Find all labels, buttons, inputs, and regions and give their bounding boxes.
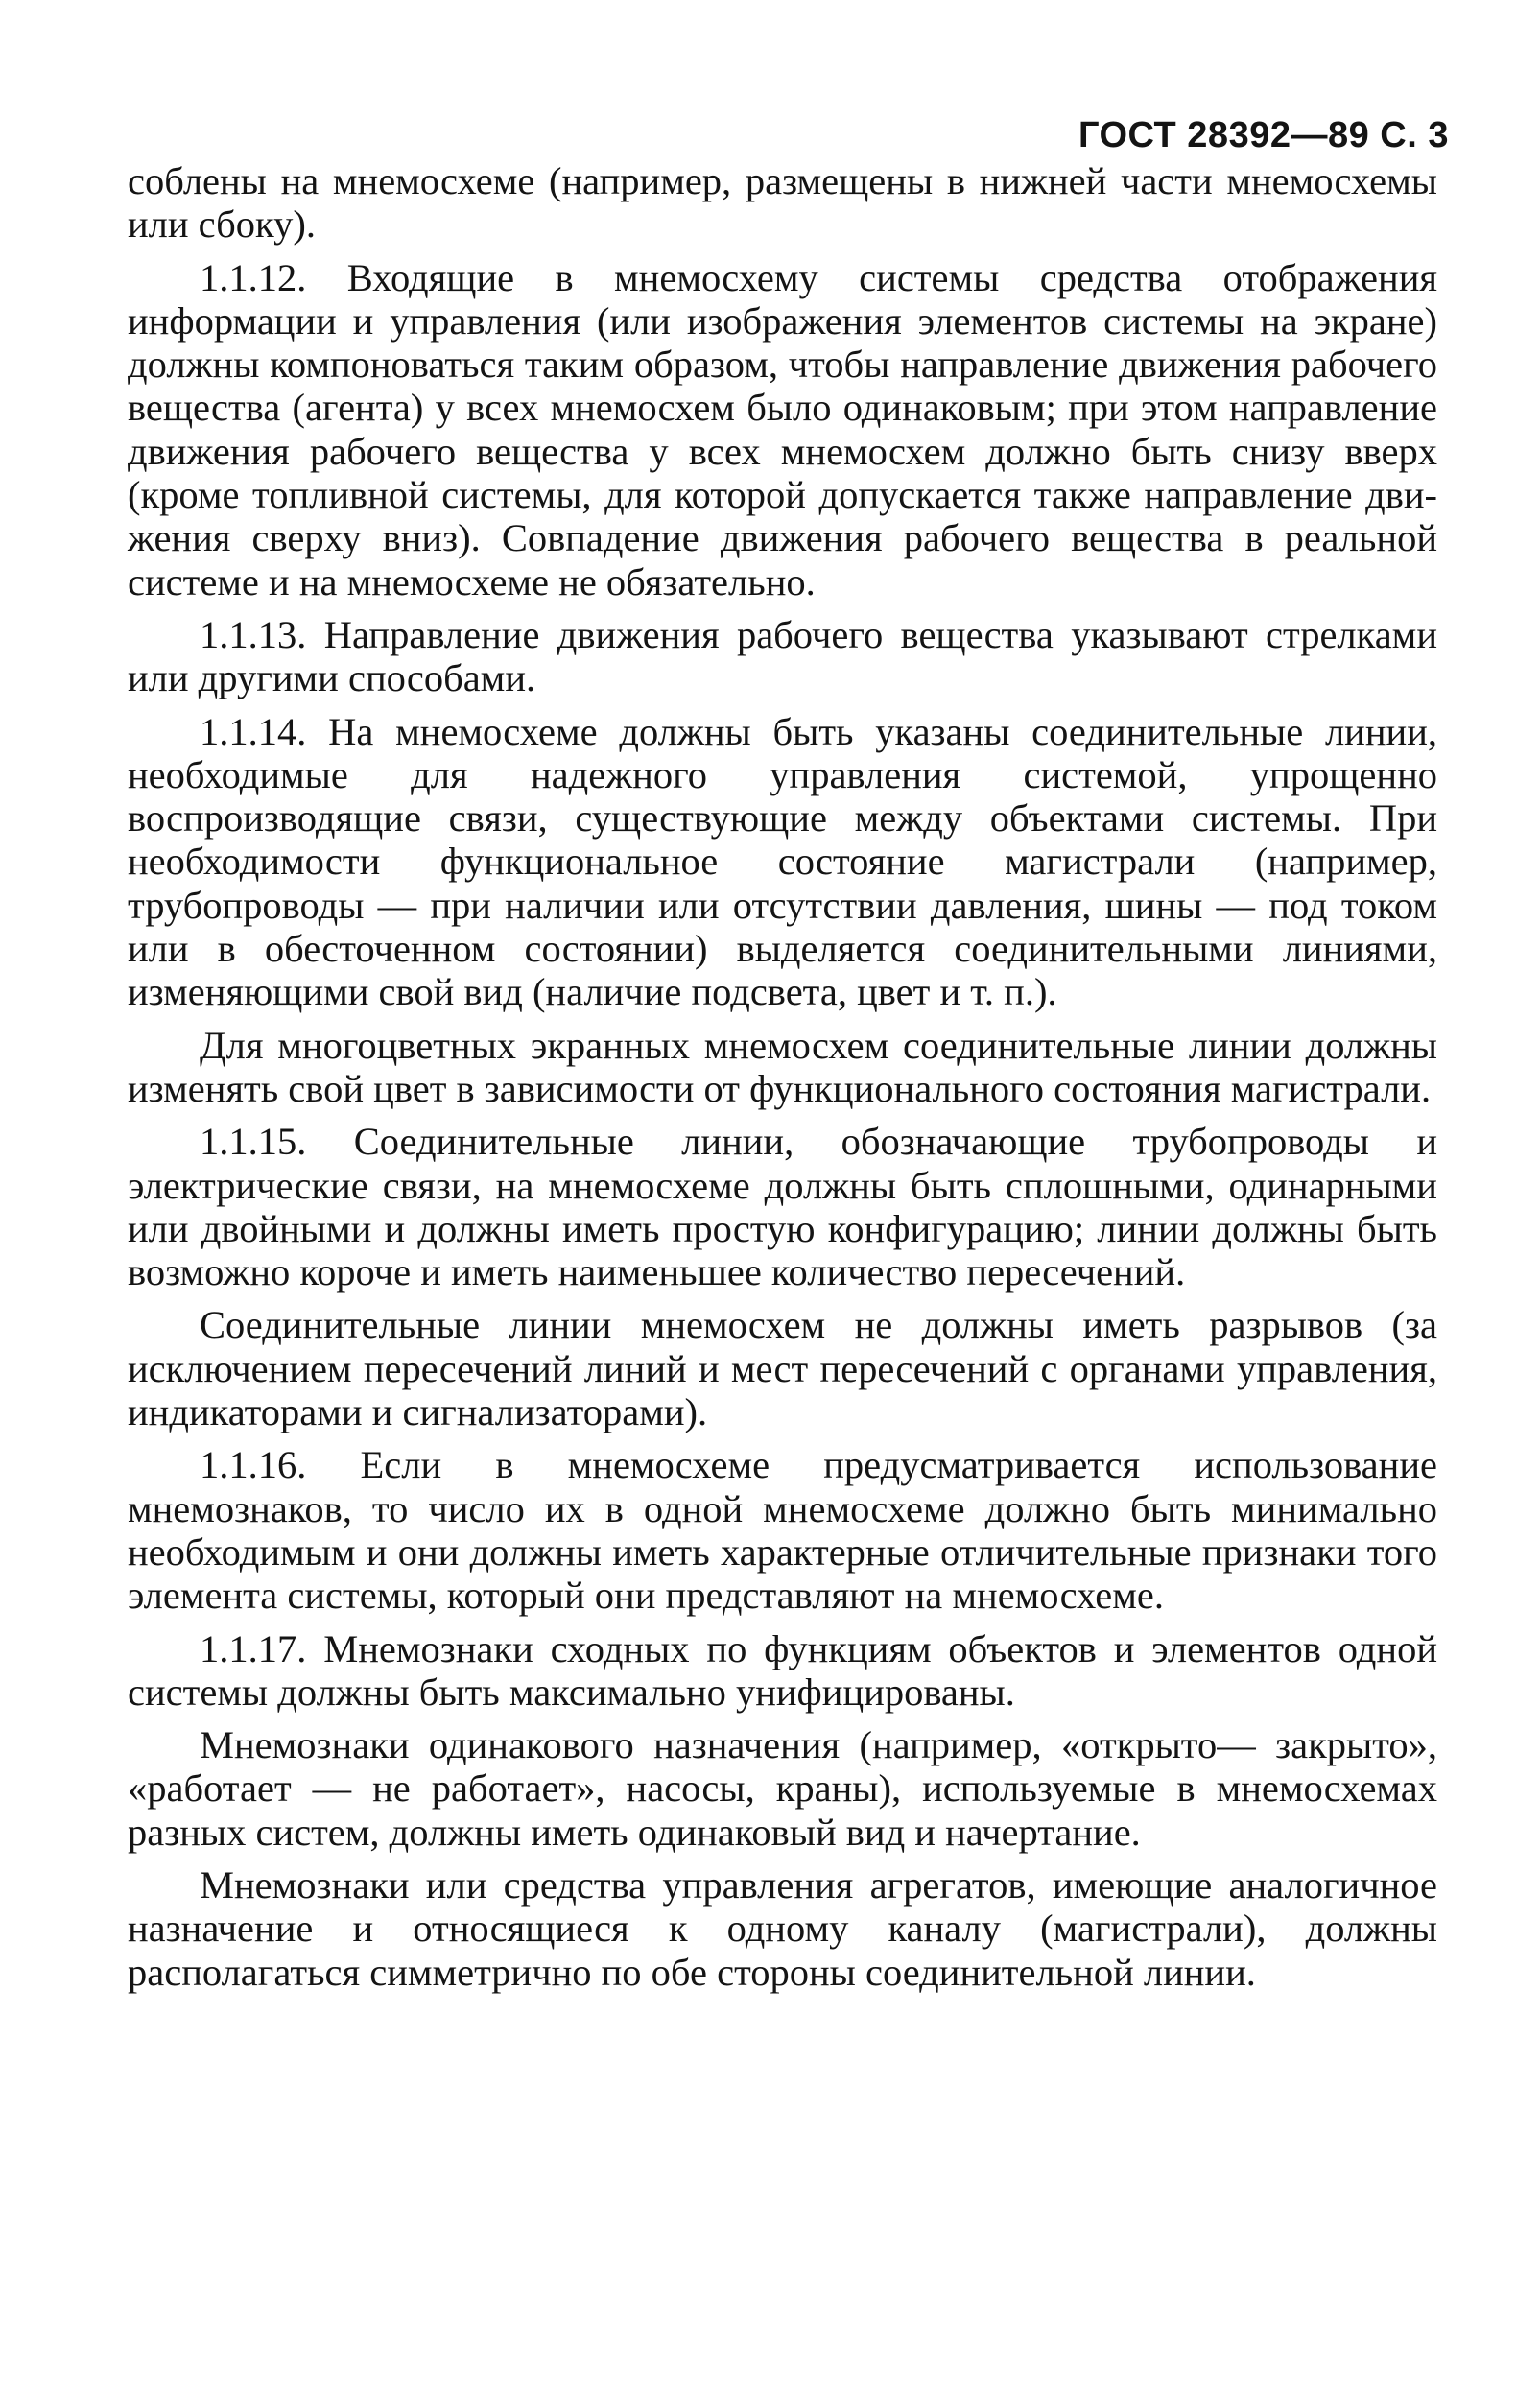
paragraph-1-1-16: 1.1.16. Если в мнемосхеме предусматривается использование мнемознаков, то число их в одной мнемосхеме должно быть минимально необходимым и они должны иметь характерные отличительные признаки того элемента системы, который они представляют на мнемосхеме. — [128, 1443, 1437, 1618]
paragraph-no-breaks: Соединительные линии мнемосхем не должны иметь разрывов (за исключением пересечений линий и мест пересечений с органами управления, индикаторами и сигнализаторами). — [128, 1303, 1437, 1434]
paragraph-multicolor-lines: Для многоцветных экранных мнемосхем соединительные линии должны изменять свой цвет в зависимости от функционального состояния магистрали. — [128, 1023, 1437, 1110]
text-body — [128, 159, 1437, 1994]
paragraph-symmetric-placement: Мнемознаки или средства управления агрегатов, имеющие аналогичное назначение и относящиеся к одному каналу (магистрали), должны располагаться симметрично по обе стороны соединительной линии. — [128, 1862, 1437, 1994]
paragraph-1-1-13: 1.1.13. Направление движения рабочего вещества указывают стрелками или другими способами. — [128, 612, 1437, 700]
paragraph-1-1-15: 1.1.15. Соединительные линии, обозначающие трубопроводы и электрические связи, на мнемосхеме должны быть сплошными, одинарными или двойными и должны иметь простую конфигурацию; линии должны быть возможно короче и иметь наименьшее количество пересечений. — [128, 1120, 1437, 1294]
paragraph-1-1-12: 1.1.12. Входящие в мнемосхему системы средства отображения информации и управления (или изображения элементов системы на экране) должны компоноваться таким образом, чтобы направление движения рабочего вещества (агента) у всех мнемосхем было одинаковым; при этом направление движения рабочего вещества у всех мнемосхем должно быть снизу вверх (кроме топливной системы, для которой допускается также направление движения сверху вниз). Совпадение движения рабочего вещества в реальной системе и на мнемосхеме не обязательно. — [128, 255, 1437, 604]
paragraph-same-purpose-signs: Мнемознаки одинакового назначения (например, «открыто— закрыто», «работает — не работает», насосы, краны), используемые в мнемосхемах разных систем, должны иметь одинаковый вид и начертание. — [128, 1723, 1437, 1854]
paragraph-continuation: соблены на мнемосхеме (например, размещены в нижней части мнемосхемы или сбоку). — [128, 159, 1437, 247]
paragraph-1-1-17: 1.1.17. Мнемознаки сходных по функциям объектов и элементов одной системы должны быть максимально унифицированы. — [128, 1626, 1437, 1714]
running-header: ГОСТ 28392—89 С. 3 — [1078, 115, 1449, 155]
paragraph-1-1-14: 1.1.14. На мнемосхеме должны быть указаны соединительные линии, необходимые для надежного управления системой, упрощенно воспроизводящие связи, существующие между объектами системы. При необходимости функциональное состояние магистрали (например, трубопроводы — при наличии или отсутствии давления, шины — под током или в обесточенном состоянии) выделяется соединительными линиями, изменяющими свой вид (наличие подсвета, цвет и т. п.). — [128, 709, 1437, 1014]
